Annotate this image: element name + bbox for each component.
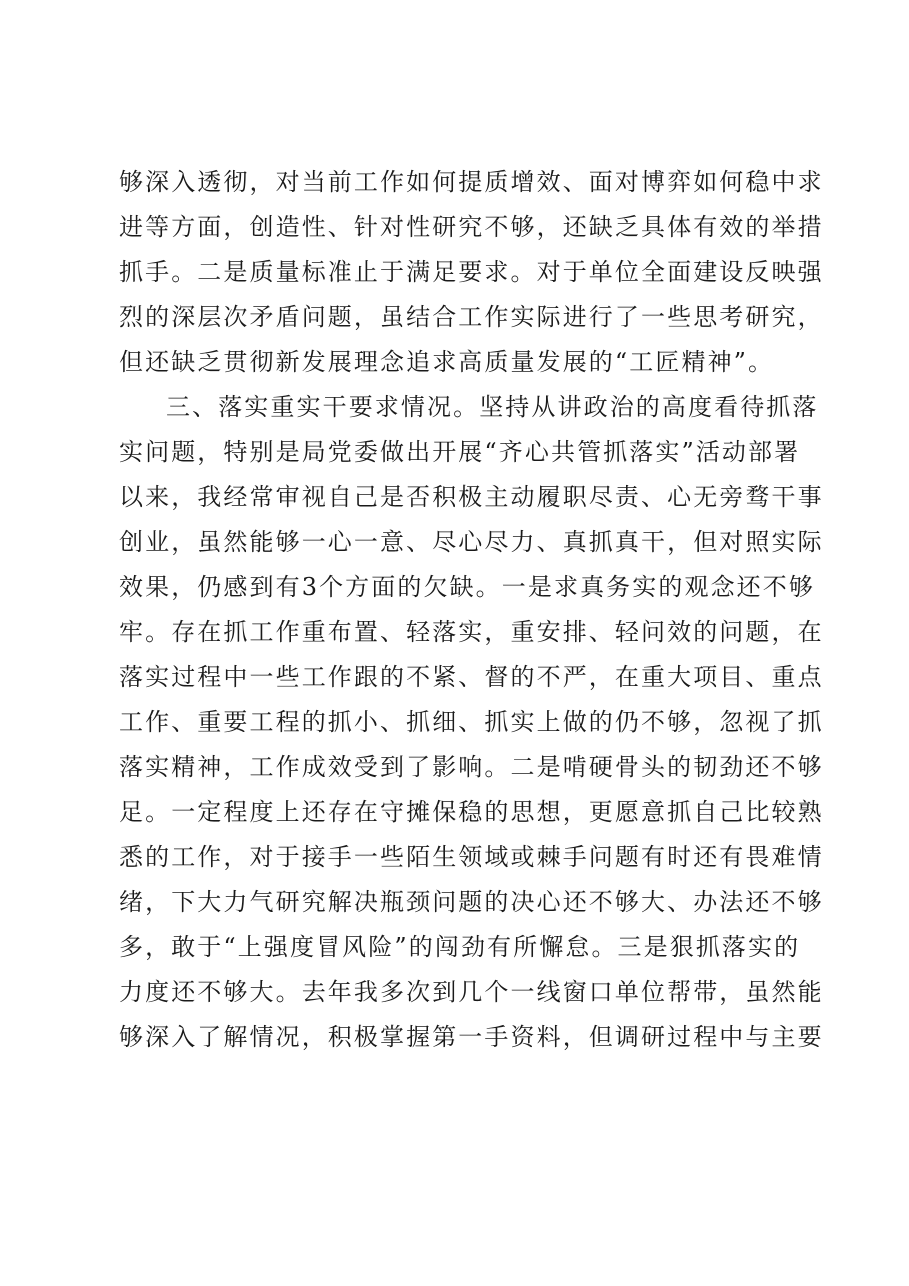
text-line: 够深入了解情况，积极掌握第一手资料，但调研过程中与主要 bbox=[119, 1023, 824, 1051]
text-line: 以来，我经常审视自己是否积极主动履职尽责、心无旁骛干事 bbox=[119, 483, 824, 511]
text-line: 悉的工作，对于接手一些陌生领域或棘手问题有时还有畏难情 bbox=[119, 843, 824, 871]
text-line: 落实精神，工作成效受到了影响。二是啃硬骨头的韧劲还不够 bbox=[119, 753, 824, 781]
text-line: 牢。存在抓工作重布置、轻落实，重安排、轻问效的问题，在 bbox=[119, 618, 824, 646]
text-line: 绪，下大力气研究解决瓶颈问题的决心还不够大、办法还不够 bbox=[119, 888, 824, 916]
text-line: 实问题，特别是局党委做出开展“齐心共管抓落实”活动部署 bbox=[119, 438, 801, 466]
text-line: 落实过程中一些工作跟的不紧、督的不严，在重大项目、重点 bbox=[119, 663, 824, 691]
text-line: 力度还不够大。去年我多次到几个一线窗口单位帮带，虽然能 bbox=[119, 978, 824, 1006]
text-line: 抓手。二是质量标准止于满足要求。对于单位全面建设反映强 bbox=[119, 258, 824, 286]
text-line: 进等方面，创造性、针对性研究不够，还缺乏具体有效的举措 bbox=[119, 213, 824, 241]
text-line: 烈的深层次矛盾问题，虽结合工作实际进行了一些思考研究， bbox=[119, 303, 824, 331]
text-line: 工作、重要工程的抓小、抓细、抓实上做的仍不够，忽视了抓 bbox=[119, 708, 824, 736]
text-line: 但还缺乏贯彻新发展理念追求高质量发展的“工匠精神”。 bbox=[119, 348, 775, 376]
text-line: 够深入透彻，对当前工作如何提质增效、面对博弈如何稳中求 bbox=[119, 168, 824, 196]
document-body bbox=[119, 160, 824, 1060]
text-line: 足。一定程度上还存在守摊保稳的思想，更愿意抓自己比较熟 bbox=[119, 798, 824, 826]
text-line: 多，敢于“上强度冒风险”的闯劲有所懈怠。三是狠抓落实的 bbox=[119, 933, 801, 961]
section-heading-line: 三、落实重实干要求情况。坚持从讲政治的高度看待抓落 bbox=[166, 393, 819, 421]
text-line: 创业，虽然能够一心一意、尽心尽力、真抓真干，但对照实际 bbox=[119, 528, 824, 556]
text-line: 效果，仍感到有3个方面的欠缺。一是求真务实的观念还不够 bbox=[119, 573, 815, 601]
